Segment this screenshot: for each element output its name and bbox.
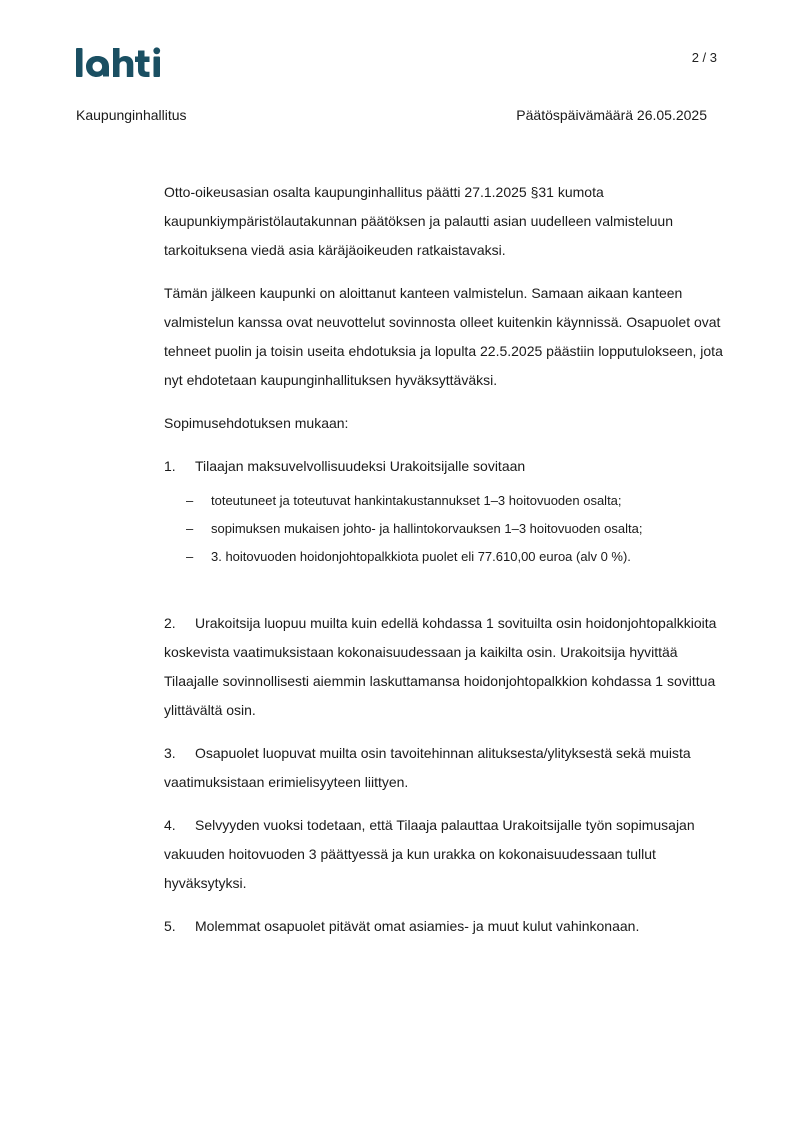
organization-name: Kaupunginhallitus <box>76 107 187 123</box>
list-item-text: Urakoitsija luopuu muilta kuin edellä kohdassa 1 sovituilta osin hoidonjohtopalkkioita koskevista vaatimuksistaan kokonaisuudessaan ja kaikilta osin. Urakoitsija hyvittää Tilaajalle sovinnollisesti aiemmin laskuttamansa hoidonjohtopalkkion kohdassa 1 sovittua ylittävältä osin. <box>164 615 717 718</box>
page-number: 2 / 3 <box>691 50 717 65</box>
decision-date: Päätöspäivämäärä 26.05.2025 <box>516 107 707 123</box>
list-item-text: Tilaajan maksuvelvollisuudeksi Urakoitsijalle sovitaan <box>195 458 526 474</box>
sub-list-item-text: toteutuneet ja toteutuvat hankintakustannukset 1–3 hoitovuoden osalta; <box>211 493 622 508</box>
list-item <box>164 912 724 941</box>
document-body <box>164 178 724 955</box>
dash-bullet: – <box>186 493 194 508</box>
sub-list-item <box>164 543 724 571</box>
list-item-text: Osapuolet luopuvat muilta osin tavoitehinnan alituksesta/ylityksestä sekä muista vaatimuksistaan erimielisyyteen liittyen. <box>164 745 691 790</box>
lahti-logo <box>75 44 167 82</box>
list-item-number: 1. <box>164 458 176 474</box>
sub-list-item-text: sopimuksen mukaisen johto- ja hallintokorvauksen 1–3 hoitovuoden osalta; <box>211 521 643 536</box>
dash-bullet: – <box>186 549 194 564</box>
sub-list-item-text: 3. hoitovuoden hoidonjohtopalkkiota puolet eli 77.610,00 euroa (alv 0 %). <box>211 549 631 564</box>
list-item <box>164 452 724 481</box>
paragraph-background: Otto-oikeusasian osalta kaupunginhallitus päätti 27.1.2025 §31 kumota kaupunkiympäristölautakunnan päätöksen ja palautti asian uudelleen valmisteluun tarkoituksena viedä asia käräjäoikeuden ratkaistavaksi. <box>164 184 674 258</box>
paragraph-intro: Sopimusehdotuksen mukaan: <box>164 415 349 431</box>
sub-list <box>164 487 724 571</box>
list-item <box>164 609 724 725</box>
list-item-number: 4. <box>164 817 176 833</box>
paragraph-negotiations: Tämän jälkeen kaupunki on aloittanut kanteen valmistelun. Samaan aikaan kanteen valmistelun kanssa ovat neuvottelut sovinnosta olleet kuitenkin käynnissä. Osapuolet ovat tehneet puolin ja toisin useita ehdotuksia ja lopulta 22.5.2025 päästiin lopputulokseen, jota nyt ehdotetaan kaupunginhallituksen hyväksyttäväksi. <box>164 285 723 388</box>
list-item-text: Molemmat osapuolet pitävät omat asiamies- ja muut kulut vahinkonaan. <box>195 918 640 934</box>
list-item-number: 5. <box>164 918 176 934</box>
dash-bullet: – <box>186 521 194 536</box>
sub-list-item <box>164 487 724 515</box>
sub-list-item <box>164 515 724 543</box>
list-item-number: 3. <box>164 745 176 761</box>
list-item-text: Selvyyden vuoksi todetaan, että Tilaaja palauttaa Urakoitsijalle työn sopimusajan vakuuden hoitovuoden 3 päättyessä ja kun urakka on kokonaisuudessaan tullut hyväksytyksi. <box>164 817 695 891</box>
list-item <box>164 811 724 898</box>
list-item <box>164 739 724 797</box>
list-item-number: 2. <box>164 615 176 631</box>
